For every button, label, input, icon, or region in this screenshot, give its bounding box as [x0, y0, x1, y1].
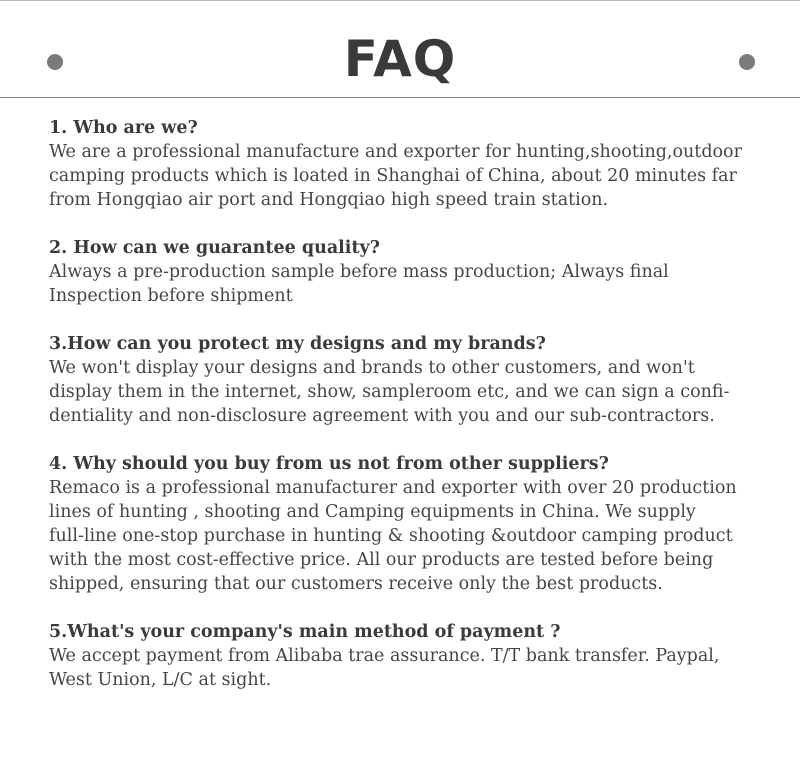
faq-answer-line: We accept payment from Alibaba trae assurance. T/T bank transfer. Paypal,: [49, 646, 720, 666]
faq-question: 2. How can we guarantee quality?: [49, 238, 380, 258]
faq-answer-line: with the most cost-effective price. All our products are tested before being: [49, 550, 714, 570]
faq-question: 3.How can you protect my designs and my brands?: [49, 334, 546, 354]
faq-question: 1. Who are we?: [49, 118, 198, 138]
faq-item-5: [49, 620, 769, 692]
faq-answer-line: from Hongqiao air port and Hongqiao high speed train station.: [49, 190, 609, 210]
faq-item-4: [49, 452, 769, 596]
faq-answer-line: camping products which is loated in Shanghai of China, about 20 minutes far: [49, 166, 737, 186]
faq-question: 5.What's your company's main method of payment ?: [49, 622, 561, 642]
faq-answer-line: Always a pre-production sample before mass production; Always final: [49, 262, 669, 282]
faq-item-1: [49, 116, 769, 212]
faq-item-2: [49, 236, 769, 308]
right-bullet-dot-icon: [739, 54, 755, 70]
faq-answer-line: shipped, ensuring that our customers receive only the best products.: [49, 574, 663, 594]
faq-list: [49, 116, 769, 716]
faq-answer-line: lines of hunting , shooting and Camping equipments in China. We supply: [49, 502, 696, 522]
faq-answer-line: dentiality and non-disclosure agreement with you and our sub-contractors.: [49, 406, 715, 426]
page-title: FAQ: [343, 30, 457, 88]
faq-answer-line: Remaco is a professional manufacturer and exporter with over 20 production: [49, 478, 737, 498]
faq-answer-line: Inspection before shipment: [49, 286, 293, 306]
faq-header: [0, 0, 800, 98]
faq-answer-line: We won't display your designs and brands to other customers, and won't: [49, 358, 695, 378]
faq-answer-line: We are a professional manufacture and exporter for hunting,shooting,outdoor: [49, 142, 742, 162]
faq-answer-line: West Union, L/C at sight.: [49, 670, 272, 690]
faq-item-3: [49, 332, 769, 428]
faq-answer-line: full-line one-stop purchase in hunting & shooting &outdoor camping product: [49, 526, 733, 546]
faq-question: 4. Why should you buy from us not from other suppliers?: [49, 454, 609, 474]
faq-answer-line: display them in the internet, show, sampleroom etc, and we can sign a confi-: [49, 382, 730, 402]
